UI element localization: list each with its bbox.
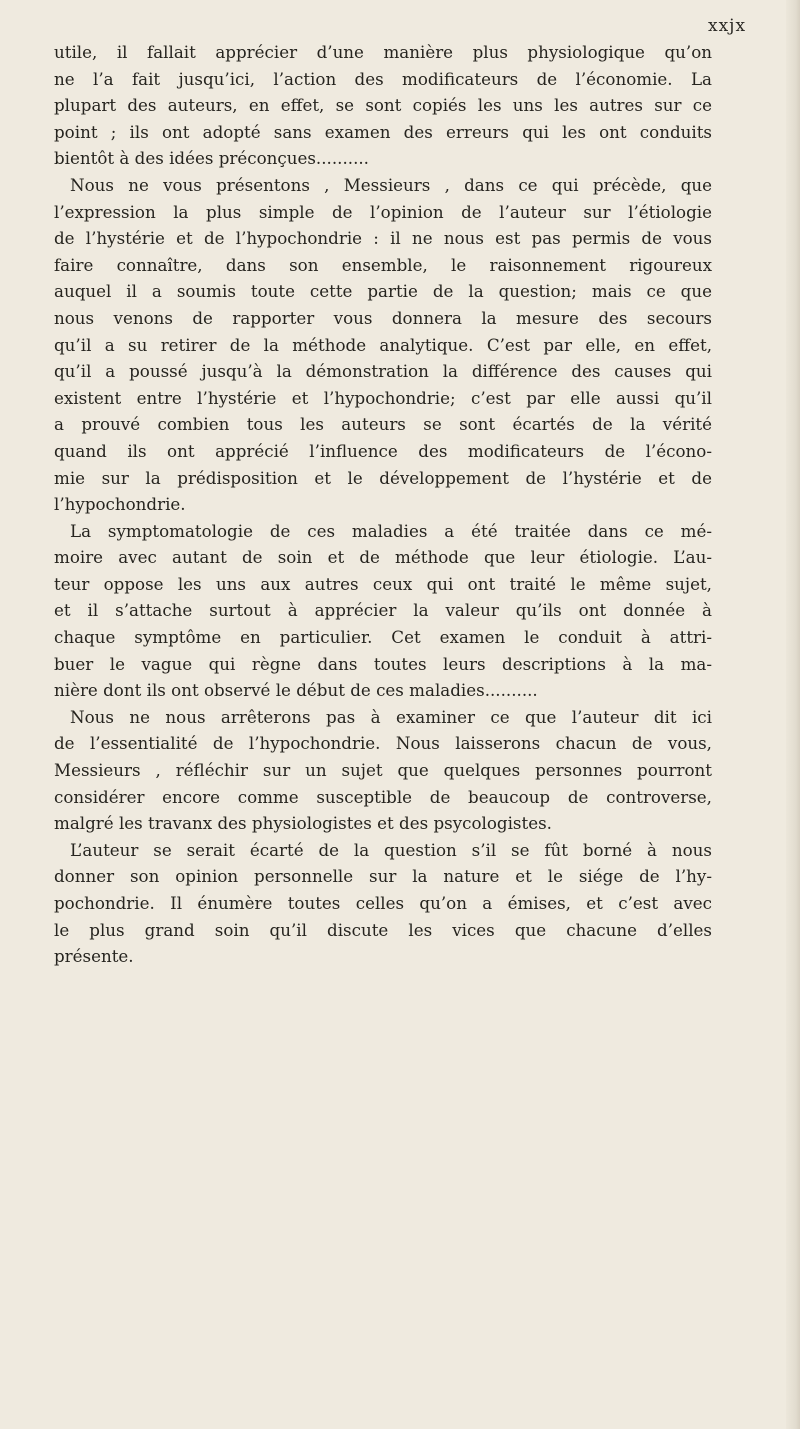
- text-line: bientôt à des idées préconçues..........: [54, 148, 369, 169]
- text-line: nière dont ils ont observé le début de ces maladies..........: [54, 680, 538, 701]
- text-line: existent entre l’hystérie et l’hypochondrie; c’est par elle aussi qu’il: [54, 387, 712, 408]
- text-line: teur oppose les uns aux autres ceux qui ont traité le même sujet,: [54, 573, 712, 594]
- text-line: l’expression la plus simple de l’opinion de l’auteur sur l’étiologie: [54, 201, 712, 222]
- text-line: pochondrie. Il énumère toutes celles qu’on a émises, et c’est avec: [54, 893, 712, 913]
- text-line: auquel il a soumis toute cette partie de la question; mais ce que: [54, 281, 712, 302]
- text-line: considérer encore comme susceptible de beaucoup de controverse,: [54, 786, 712, 807]
- body-text: [54, 39, 712, 970]
- text-line: l’hypochondrie.: [54, 494, 186, 515]
- page-number: xxjx: [708, 16, 747, 36]
- text-line: utile, il fallait apprécier d’une manière plus physiologique qu’on: [54, 42, 712, 62]
- text-line: Messieurs , réfléchir sur un sujet que quelques personnes pourront: [54, 760, 712, 781]
- text-line: quand ils ont apprécié l’influence des modificateurs de l’écono-: [54, 440, 712, 461]
- text-line: point ; ils ont adopté sans examen des erreurs qui les ont conduits: [54, 121, 712, 142]
- page-edge-shadow: [786, 0, 800, 1429]
- text-line: et il s’attache surtout à apprécier la valeur qu’ils ont donnée à: [54, 600, 712, 621]
- text-line: qu’il a su retirer de la méthode analytique. C’est par elle, en effet,: [54, 334, 712, 355]
- text-line: Nous ne vous présentons , Messieurs , dans ce qui précède, que: [70, 174, 712, 195]
- text-line: de l’hystérie et de l’hypochondrie : il ne nous est pas permis de vous: [54, 228, 712, 249]
- text-line: buer le vague qui règne dans toutes leurs descriptions à la ma-: [54, 653, 712, 674]
- text-line: faire connaître, dans son ensemble, le raisonnement rigoureux: [54, 254, 712, 275]
- paragraph-5: [54, 837, 712, 970]
- text-line: moire avec autant de soin et de méthode que leur étiologie. L’au-: [54, 547, 712, 568]
- text-line: mie sur la prédisposition et le développement de l’hystérie et de: [54, 467, 712, 488]
- paragraph-4: [54, 704, 712, 837]
- text-line: La symptomatologie de ces maladies a été traitée dans ce mé-: [70, 520, 712, 541]
- text-line: de l’essentialité de l’hypochondrie. Nous laisserons chacun de vous,: [54, 733, 712, 754]
- text-line: donner son opinion personnelle sur la nature et le siége de l’hy-: [54, 866, 712, 887]
- text-line: plupart des auteurs, en effet, se sont copiés les uns les autres sur ce: [54, 95, 712, 116]
- paragraph-3: [54, 518, 712, 704]
- text-line: a prouvé combien tous les auteurs se sont écartés de la vérité: [54, 414, 712, 435]
- text-line: malgré les travanx des physiologistes et des psycologistes.: [54, 813, 552, 834]
- text-line: ne l’a fait jusqu’ici, l’action des modificateurs de l’économie. La: [54, 68, 712, 89]
- text-line: nous venons de rapporter vous donnera la mesure des secours: [54, 307, 712, 328]
- paragraph-1: [54, 39, 712, 172]
- paragraph-2: [54, 172, 712, 518]
- text-line: qu’il a poussé jusqu’à la démonstration la différence des causes qui: [54, 361, 712, 382]
- text-line: le plus grand soin qu’il discute les vices que chacune d’elles: [54, 919, 712, 940]
- text-line: L’auteur se serait écarté de la question s’il se fût borné à nous: [70, 839, 712, 860]
- text-line: présente.: [54, 946, 134, 967]
- text-line: chaque symptôme en particulier. Cet examen le conduit à attri-: [54, 627, 712, 648]
- text-line: Nous ne nous arrêterons pas à examiner ce que l’auteur dit ici: [70, 706, 712, 727]
